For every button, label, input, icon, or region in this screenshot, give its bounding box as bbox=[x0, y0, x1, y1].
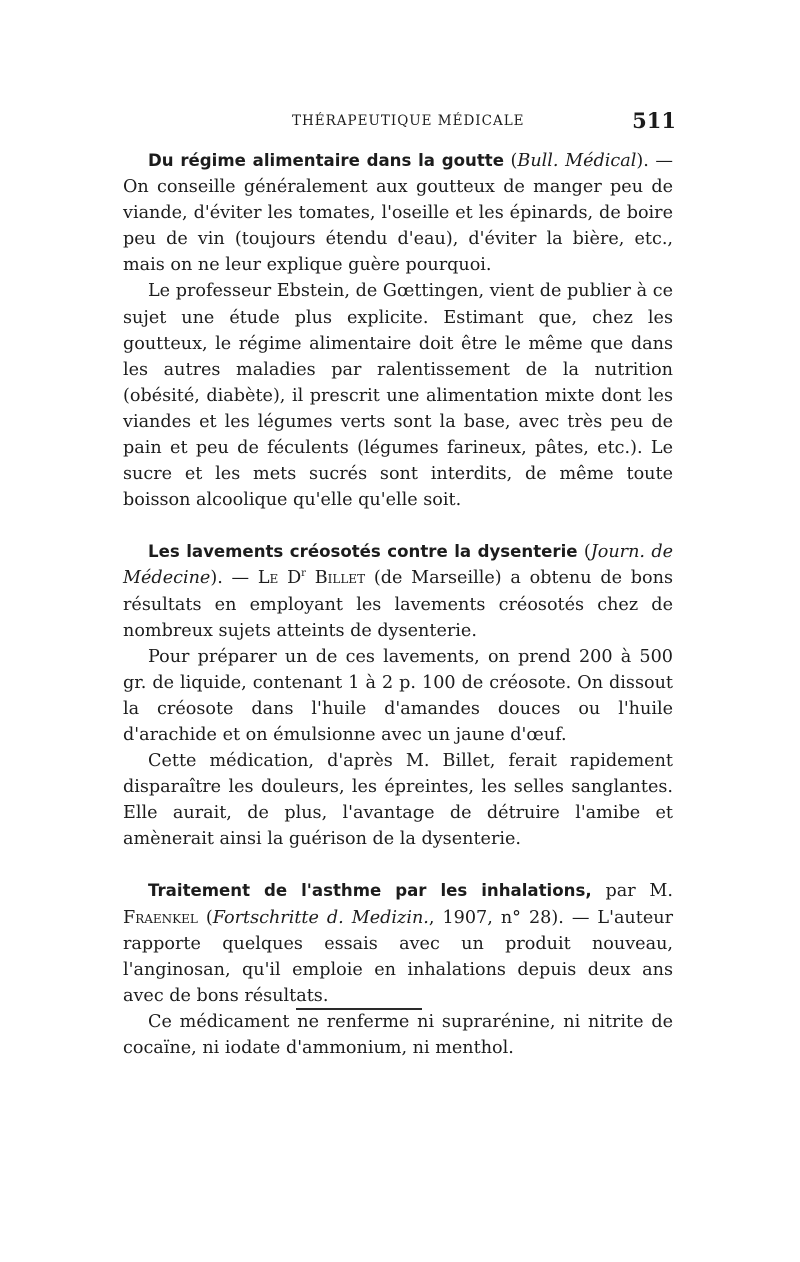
article-dysenterie-paragraph-2: Pour préparer un de ces lavements, on prend 200 à 500 gr. de liquide, contenant 1 à 2 p. 100 de créosote. On dissout la créosote dans l'huile d'amandes douces ou l'huile d'arachide et on émulsionne avec un jaune d'œuf. bbox=[123, 646, 673, 745]
source-paren-close: ). — bbox=[210, 568, 258, 589]
article-dysenterie-paragraph-3: Cette médication, d'après M. Billet, ferait rapidement disparaître les douleurs, les épreintes, les selles sanglantes. Elle aurait, de plus, l'avantage de détruire l'amibe et amènerait ainsi la guérison de la dysenterie. bbox=[123, 751, 673, 850]
source-paren-open: ( bbox=[503, 151, 518, 171]
section-divider bbox=[296, 1008, 422, 1010]
article-goutte bbox=[123, 148, 673, 513]
article-goutte-paragraph-2: Le professeur Ebstein, de Gœttingen, vient de publier à ce sujet une étude plus explicite. Estimant que, chez les goutteux, le régime alimentaire doit être le même que dans les autres maladies par ralentissement de la nutrition (obésité, diabète), il prescrit une alimentation mixte dont les viandes et les légumes verts sont la base, avec très peu de pain et peu de féculents (légumes farineux, pâtes, etc.). Le sucre et les mets sucrés sont interdits, de même toute boisson alcoolique qu'elle qu'elle soit. bbox=[123, 281, 673, 511]
page-header bbox=[120, 106, 676, 136]
article-dysenterie bbox=[123, 539, 673, 852]
article-goutte-intro-text: On conseille généralement aux goutteux de manger peu de viande, d'éviter les tomates, l'oseille et les épinards, de boire peu de vin (toujours étendu d'eau), d'éviter la bière, etc., mais on ne leur explique guère pourquoi. bbox=[123, 177, 673, 276]
source-paren-open: ( bbox=[197, 907, 213, 928]
source-paren-open: ( bbox=[577, 542, 591, 563]
article-dysenterie-source: Journ. de Médecine bbox=[123, 542, 673, 589]
article-goutte-source: Bull. Médical bbox=[517, 151, 637, 171]
source-paren-close: ). — bbox=[636, 151, 673, 171]
page-number: 511 bbox=[632, 108, 676, 133]
author-prefix: Le D bbox=[257, 568, 302, 589]
author-prefix: par M. bbox=[591, 881, 673, 902]
article-dysenterie-author: Billet bbox=[314, 568, 366, 589]
article-asthme bbox=[123, 878, 673, 1061]
page-body bbox=[123, 148, 673, 1061]
article-asthme-source-details: , 1907, n° 28). — bbox=[428, 907, 598, 928]
article-asthme-intro-text: L'auteur rapporte quelques essais avec un produit nouveau, l'anginosan, qu'il emploie en inhalations depuis deux ans avec de bons résultats. bbox=[123, 907, 673, 1006]
article-dysenterie-intro-text: (de Marseille) a obtenu de bons résultats en employant les lavements créosotés chez de nombreux sujets atteints de dysenterie. bbox=[123, 568, 673, 641]
article-asthme-intro bbox=[123, 878, 673, 1008]
article-dysenterie-intro bbox=[123, 539, 673, 643]
running-title: THÉRAPEUTIQUE MÉDICALE bbox=[292, 113, 525, 129]
article-asthme-title: Traitement de l'asthme par les inhalations, bbox=[148, 881, 592, 901]
article-asthme-author: Fraenkel bbox=[123, 907, 198, 928]
article-goutte-title: Du régime alimentaire dans la goutte bbox=[148, 151, 504, 170]
article-dysenterie-title: Les lavements créosotés contre la dysenterie bbox=[148, 542, 578, 562]
article-goutte-intro bbox=[123, 148, 673, 278]
article-asthme-paragraph-2: Ce médicament ne renferme ni suprarénine, ni nitrite de cocaïne, ni iodate d'ammonium, ni menthol. bbox=[123, 1011, 673, 1058]
author-prefix-sup: r bbox=[301, 568, 306, 580]
article-asthme-source: Fortschritte d. Medizin. bbox=[212, 907, 429, 928]
